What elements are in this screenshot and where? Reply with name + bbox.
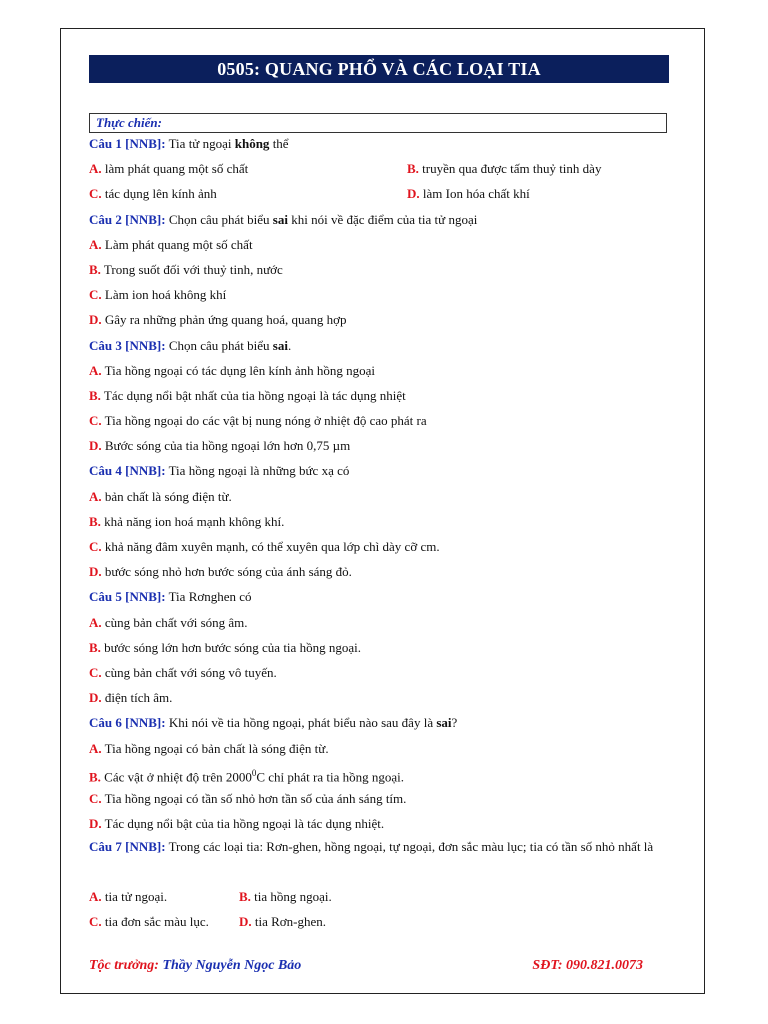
question-list	[89, 131, 669, 935]
option-letter: A.	[89, 161, 102, 177]
option-letter: A.	[89, 236, 102, 252]
option-letter: D.	[407, 186, 420, 202]
option-text: Làm phát quang một số chất	[101, 236, 253, 252]
option-d[interactable]	[89, 307, 669, 332]
option-text: Gây ra những phản ứng quang hoá, quang hợp	[101, 312, 347, 328]
option-letter: D.	[89, 438, 102, 454]
option-letter: C.	[89, 539, 102, 554]
option-b[interactable]	[89, 761, 669, 786]
page-footer	[89, 958, 643, 974]
option-text: bước sóng nhỏ hơn bước sóng của ánh sáng đỏ.	[101, 564, 352, 580]
option-letter: A.	[89, 488, 102, 504]
footer-leader	[89, 958, 301, 974]
option-text: điện tích âm.	[101, 690, 173, 706]
option-b[interactable]	[407, 156, 601, 181]
option-letter: D.	[239, 914, 252, 930]
question-emphasis: không	[234, 136, 270, 151]
option-letter: C.	[89, 186, 102, 202]
option-d[interactable]	[89, 811, 669, 836]
leader-name: Thầy Nguyễn Ngọc Bảo	[158, 958, 302, 973]
question-label: Câu 2 [NNB]:	[89, 211, 166, 227]
option-a[interactable]	[89, 484, 669, 509]
option-text: Tia hồng ngoại có bản chất là sóng điện từ.	[101, 740, 329, 756]
option-d[interactable]	[407, 181, 530, 206]
option-letter: A.	[89, 889, 102, 905]
option-letter: B.	[89, 513, 101, 529]
option-c[interactable]	[89, 909, 239, 934]
question-4-stem	[89, 458, 669, 483]
option-text: làm phát quang một số chất	[101, 161, 249, 177]
option-c[interactable]	[89, 282, 669, 307]
option-text: tia tử ngoại.	[101, 889, 168, 905]
footer-phone: SĐT: 090.821.0073	[532, 958, 643, 973]
option-text: truyền qua được tấm thuỷ tinh dày	[418, 161, 602, 177]
option-d[interactable]	[89, 685, 669, 710]
option-d[interactable]	[239, 909, 326, 934]
option-b[interactable]	[89, 509, 669, 534]
option-b[interactable]	[89, 635, 669, 660]
question-3-stem	[89, 333, 669, 358]
option-letter: B.	[89, 387, 101, 403]
question-1-options-row-1	[89, 156, 669, 181]
option-a[interactable]	[89, 156, 407, 181]
question-text: Chọn câu phát biểu	[165, 337, 273, 353]
option-text: bước sóng lớn hơn bước sóng của tia hồng ngoại.	[100, 639, 361, 655]
option-text: cùng bản chất với sóng vô tuyến.	[101, 664, 277, 680]
question-1-options-row-2	[89, 181, 669, 206]
question-text: Khi nói về tia hồng ngoại, phát biểu nào sau đây là	[165, 715, 437, 731]
option-letter: B.	[89, 261, 101, 277]
question-5-stem	[89, 584, 669, 609]
option-a[interactable]	[89, 358, 669, 383]
question-emphasis: sai	[272, 337, 288, 353]
section-heading: Thực chiến:	[89, 113, 667, 133]
question-label: Câu 5 [NNB]:	[89, 589, 166, 605]
option-text: cùng bản chất với sóng âm.	[101, 614, 248, 630]
question-7-stem	[89, 836, 669, 882]
option-letter: C.	[89, 664, 102, 680]
option-letter: C.	[89, 287, 102, 303]
question-label: Câu 7 [NNB]:	[89, 839, 166, 855]
option-text: Các vật ở nhiệt độ trên 2000	[100, 769, 252, 785]
option-text: C chỉ phát ra tia hồng ngoại.	[256, 769, 405, 785]
option-letter: D.	[89, 312, 102, 328]
option-letter: A.	[89, 362, 102, 378]
option-a[interactable]	[89, 884, 239, 909]
option-text: Tia hồng ngoại do các vật bị nung nóng ở nhiệt độ cao phát ra	[101, 413, 427, 429]
leader-label: Tộc trưởng:	[89, 958, 159, 973]
option-text: Bước sóng của tia hồng ngoại lớn hơn 0,75 µm	[101, 438, 351, 454]
question-text: thể	[269, 136, 289, 151]
page-title: 0505: QUANG PHỔ VÀ CÁC LOẠI TIA	[89, 55, 669, 83]
superscript: 0	[251, 767, 257, 778]
option-text: khả năng đâm xuyên mạnh, có thể xuyên qua lớp chì dày cỡ cm.	[101, 539, 440, 554]
option-d[interactable]	[89, 559, 669, 584]
option-text: Làm ion hoá không khí	[101, 287, 227, 303]
option-letter: B.	[239, 889, 251, 905]
question-2-stem	[89, 207, 669, 232]
option-text: tia hồng ngoại.	[250, 889, 332, 905]
question-label: Câu 3 [NNB]:	[89, 337, 166, 353]
question-1-stem	[89, 131, 669, 156]
option-c[interactable]	[89, 181, 407, 206]
option-letter: B.	[89, 769, 101, 785]
option-letter: D.	[89, 816, 102, 832]
option-letter: A.	[89, 614, 102, 630]
option-a[interactable]	[89, 232, 669, 257]
option-text: bản chất là sóng điện từ.	[101, 488, 232, 504]
question-text: khi nói về đặc điểm của tia tử ngoại	[287, 211, 478, 227]
question-text: Tia tử ngoại	[165, 136, 235, 151]
question-emphasis: sai	[436, 715, 452, 731]
option-text: Tác dụng nổi bật nhất của tia hồng ngoại là tác dụng nhiệt	[100, 387, 406, 403]
option-d[interactable]	[89, 433, 669, 458]
option-letter: C.	[89, 413, 102, 429]
option-letter: A.	[89, 740, 102, 756]
option-letter: D.	[89, 564, 102, 580]
option-a[interactable]	[89, 610, 669, 635]
question-text: Tia Rơnghen có	[165, 589, 252, 605]
option-text: tác dụng lên kính ảnh	[101, 186, 217, 202]
option-text: tia đơn sắc màu lục.	[101, 914, 209, 930]
option-c[interactable]	[89, 534, 669, 559]
option-c[interactable]	[89, 660, 669, 685]
option-c[interactable]	[89, 786, 669, 811]
question-text: Chọn câu phát biểu	[165, 211, 273, 227]
question-text: Tia hồng ngoại là những bức xạ có	[165, 463, 350, 479]
option-letter: B.	[89, 639, 101, 655]
option-c[interactable]	[89, 408, 669, 433]
question-text: ?	[451, 715, 458, 731]
option-letter: D.	[89, 690, 102, 706]
question-text: .	[287, 337, 292, 353]
option-letter: C.	[89, 914, 102, 930]
option-text: khả năng ion hoá mạnh không khí.	[100, 513, 285, 529]
question-text: Trong các loại tia: Rơn-ghen, hồng ngoại, tự ngoại, đơn sắc màu lục; tia có tần số nhỏ nhất là	[165, 839, 654, 855]
option-text: Tia hồng ngoại có tác dụng lên kính ảnh hồng ngoại	[101, 362, 375, 378]
option-letter: B.	[407, 161, 419, 177]
option-b[interactable]	[89, 383, 669, 408]
question-7-options-row-1	[89, 884, 669, 909]
option-a[interactable]	[89, 736, 669, 761]
question-6-stem	[89, 710, 669, 735]
option-letter: C.	[89, 790, 102, 806]
question-label: Câu 4 [NNB]:	[89, 463, 166, 479]
option-text: làm Ion hóa chất khí	[419, 186, 530, 202]
option-b[interactable]	[239, 884, 332, 909]
question-emphasis: sai	[272, 211, 288, 227]
option-text: tia Rơn-ghen.	[251, 914, 327, 930]
question-label: Câu 1 [NNB]:	[89, 136, 166, 151]
option-text: Tia hồng ngoại có tần số nhỏ hơn tần số của ánh sáng tím.	[101, 790, 407, 806]
option-b[interactable]	[89, 257, 669, 282]
question-label: Câu 6 [NNB]:	[89, 715, 166, 731]
option-text: Trong suốt đối với thuỷ tinh, nước	[100, 261, 283, 277]
option-text: Tác dụng nổi bật của tia hồng ngoại là tác dụng nhiệt.	[101, 816, 385, 832]
question-7-options-row-2	[89, 909, 669, 934]
